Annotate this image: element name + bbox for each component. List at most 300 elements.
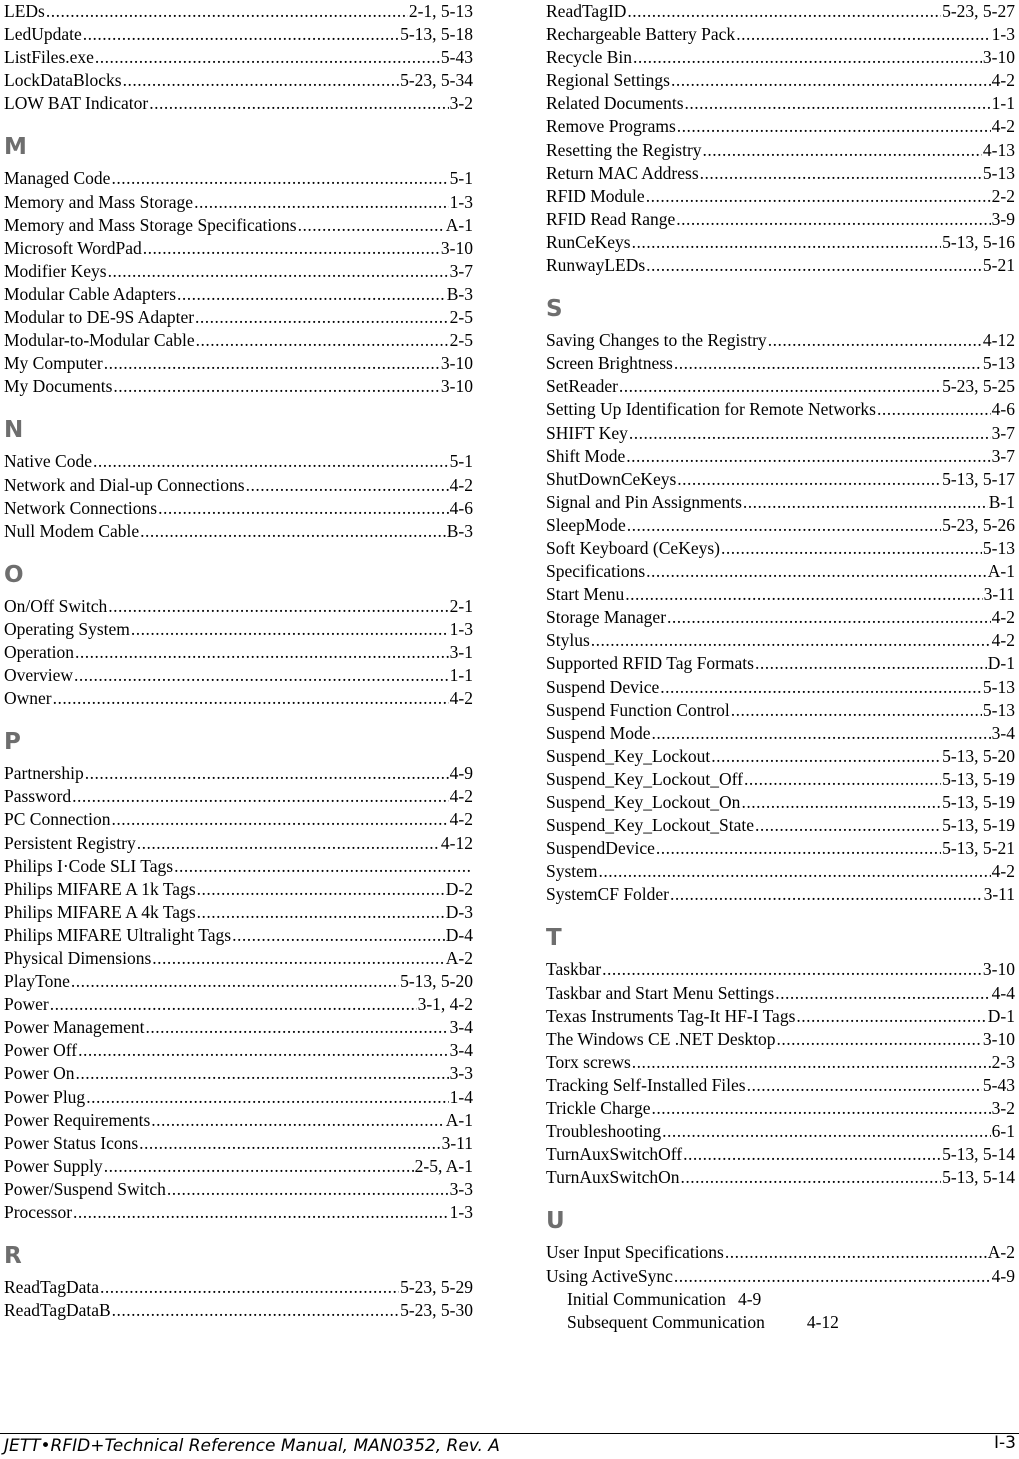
leader-dots	[53, 687, 449, 710]
index-term: Using ActiveSync	[546, 1265, 673, 1286]
index-term: Specifications	[546, 561, 646, 582]
index-page-ref: 4-12	[806, 1311, 839, 1332]
index-term: ReadTagID	[546, 1, 627, 21]
leader-dots	[111, 808, 448, 831]
index-term: Screen Brightness	[546, 353, 673, 374]
index-page-ref: 2-5	[449, 330, 473, 351]
index-page-ref: A-1	[987, 561, 1015, 582]
index-term: TurnAuxSwitchOff	[546, 1144, 683, 1165]
index-term: Power Plug	[4, 1086, 86, 1107]
leader-dots	[681, 1166, 942, 1189]
leader-dots	[677, 468, 941, 491]
index-page-ref: 4-2	[991, 116, 1015, 137]
index-entry	[4, 618, 473, 641]
index-term: SHIFT Key	[546, 422, 628, 443]
leader-dots	[46, 0, 408, 23]
index-entry	[546, 791, 1015, 814]
leader-dots	[232, 924, 445, 947]
index-page-ref: 3-3	[449, 1178, 473, 1199]
index-page-ref: 4-2	[991, 861, 1015, 882]
index-term: Modifier Keys	[4, 260, 107, 281]
index-section	[4, 416, 473, 542]
index-page-ref: A-2	[445, 948, 473, 968]
leader-dots	[755, 652, 987, 675]
index-term: Return MAC Address	[546, 162, 699, 183]
index-entry	[546, 352, 1015, 375]
index-entry	[4, 1132, 473, 1155]
index-entry	[4, 497, 473, 520]
leader-dots	[670, 883, 983, 906]
index-page-ref: 5-1	[449, 451, 473, 472]
leader-dots	[602, 958, 982, 981]
leader-dots	[196, 329, 449, 352]
index-term: ShutDownCeKeys	[546, 468, 677, 489]
index-entry	[4, 450, 473, 473]
leader-dots	[104, 1155, 414, 1178]
index-entry	[546, 745, 1015, 768]
index-page-ref: 5-13, 5-20	[400, 971, 473, 992]
index-term: Taskbar	[546, 959, 602, 980]
index-page-ref: 2-5, A-1	[414, 1155, 473, 1176]
index-entry	[546, 537, 1015, 560]
index-page-ref: 5-43	[982, 1074, 1015, 1095]
leader-dots	[71, 970, 399, 993]
index-entry	[546, 69, 1015, 92]
index-entry	[4, 46, 473, 69]
leader-dots	[731, 699, 982, 722]
index-page-ref: 2-5	[449, 307, 473, 328]
index-page-ref: 3-10	[982, 1028, 1015, 1049]
index-entry	[4, 595, 473, 618]
leader-dots	[194, 191, 449, 214]
leader-dots	[591, 629, 991, 652]
leader-dots	[140, 520, 446, 543]
index-page-ref: 3-10	[982, 47, 1015, 68]
index-entry	[546, 958, 1015, 981]
index-entry	[4, 474, 473, 497]
index-term: Physical Dimensions	[4, 948, 152, 968]
index-entry	[4, 762, 473, 785]
index-term: Philips I·Code SLI Tags	[4, 855, 174, 876]
index-page-ref: 5-13	[982, 353, 1015, 374]
index-page-ref: 5-23, 5-29	[400, 1277, 473, 1298]
index-entry	[4, 92, 473, 115]
leader-dots	[50, 993, 417, 1016]
index-page-ref: D-4	[445, 924, 473, 945]
index-page-ref: 4-2	[991, 630, 1015, 651]
leader-dots	[703, 139, 982, 162]
leader-dots	[113, 375, 440, 398]
index-entry	[4, 1178, 473, 1201]
index-page-ref: 6-1	[991, 1121, 1015, 1142]
leader-dots	[95, 46, 440, 69]
leader-dots	[158, 497, 449, 520]
index-page-ref: 5-13, 5-19	[942, 792, 1015, 812]
section-letter: U	[546, 1208, 565, 1235]
index-entry	[4, 1086, 473, 1109]
index-entry	[546, 652, 1015, 675]
index-term: User Input Specifications	[546, 1242, 724, 1263]
index-page-ref: 4-9	[991, 1265, 1015, 1286]
index-entry	[4, 214, 473, 237]
index-entry	[546, 676, 1015, 699]
index-entry	[546, 1051, 1015, 1074]
index-term: Suspend Mode	[546, 722, 651, 743]
index-term: Suspend Device	[546, 676, 660, 697]
index-page-ref: D-3	[445, 901, 473, 922]
leader-dots	[652, 722, 991, 745]
leader-dots	[86, 1086, 448, 1109]
index-page-ref: 2-1, 5-13	[408, 1, 473, 21]
leader-dots	[108, 260, 449, 283]
index-term: Rechargeable Battery Pack	[546, 24, 736, 45]
index-entry	[546, 1028, 1015, 1051]
leader-dots	[152, 947, 444, 970]
index-entry	[4, 329, 473, 352]
index-term: Power Status Icons	[4, 1132, 139, 1153]
index-page-ref: 5-23, 5-27	[942, 1, 1015, 21]
index-entry	[546, 837, 1015, 860]
leader-dots	[627, 514, 941, 537]
index-entry	[4, 947, 473, 970]
section-letter: N	[4, 417, 24, 444]
index-page-ref: 5-13	[982, 537, 1015, 558]
index-term: Signal and Pin Assignments	[546, 491, 742, 512]
index-term: Password	[4, 786, 72, 807]
index-section	[4, 1242, 473, 1322]
index-page-ref: B-3	[446, 520, 473, 541]
index-term: Setting Up Identification for Remote Networks	[546, 399, 876, 420]
index-entry	[4, 970, 473, 993]
index-page-ref: D-1	[987, 1005, 1015, 1026]
index-page-ref: 3-4	[449, 1040, 473, 1061]
section-letter: S	[546, 296, 563, 323]
index-entry	[546, 560, 1015, 583]
index-entry	[546, 1074, 1015, 1097]
index-entry	[546, 883, 1015, 906]
index-page-ref: B-1	[988, 491, 1015, 512]
leader-dots	[674, 1265, 991, 1288]
index-entry	[546, 982, 1015, 1005]
index-term: Shift Mode	[546, 445, 626, 466]
index-page-ref: 2-1	[449, 595, 473, 616]
index-entry	[546, 254, 1015, 277]
index-page-ref: 2-2	[991, 185, 1015, 206]
index-term: Operating System	[4, 618, 130, 639]
index-page-ref: 5-13, 5-18	[400, 24, 473, 45]
index-term: Suspend_Key_Lockout_On	[546, 792, 741, 812]
index-entry	[4, 191, 473, 214]
index-page-ref: 1-4	[449, 1086, 473, 1107]
leader-dots	[700, 162, 982, 185]
index-term: Resetting the Registry	[546, 139, 702, 160]
leader-dots	[108, 595, 448, 618]
index-page-ref: 5-23, 5-34	[400, 70, 473, 91]
leader-dots	[646, 254, 982, 277]
index-page-ref: 5-13, 5-14	[942, 1144, 1015, 1165]
index-page-ref: 3-11	[983, 584, 1015, 605]
index-page-ref: 5-13	[982, 699, 1015, 720]
index-entry	[546, 139, 1015, 162]
index-entry	[546, 92, 1015, 115]
index-page-ref: 3-7	[991, 445, 1015, 466]
leader-dots	[123, 69, 399, 92]
index-term: RunwayLEDs	[546, 255, 646, 276]
index-page-ref: 4-6	[991, 399, 1015, 420]
index-entry	[546, 768, 1015, 791]
leader-dots	[736, 23, 990, 46]
index-entry	[546, 329, 1015, 352]
index-page-ref: 3-9	[991, 208, 1015, 229]
leader-dots	[139, 1132, 440, 1155]
index-entry	[546, 46, 1015, 69]
index-term: PlayTone	[4, 971, 70, 992]
index-term: Operation	[4, 641, 74, 662]
index-subterm: Initial Communication	[567, 1288, 726, 1309]
leader-dots	[676, 208, 990, 231]
index-entry	[546, 375, 1015, 398]
index-page-ref: 4-6	[449, 497, 473, 518]
index-page-ref: 5-13, 5-17	[942, 468, 1015, 489]
index-left-column	[4, 0, 473, 1322]
leader-dots	[246, 474, 449, 497]
index-page-ref: 3-11	[441, 1132, 473, 1153]
index-page-ref: 3-11	[983, 884, 1015, 905]
leader-dots	[627, 0, 941, 23]
index-entry	[4, 1276, 473, 1299]
index-entry	[546, 860, 1015, 883]
index-entry	[546, 606, 1015, 629]
index-term: ListFiles.exe	[4, 47, 94, 68]
leader-dots	[652, 1097, 991, 1120]
leader-dots	[599, 860, 991, 883]
index-entry	[4, 69, 473, 92]
leader-dots	[83, 23, 399, 46]
index-term: Start Menu	[546, 584, 625, 605]
index-entry	[4, 687, 473, 710]
index-subterm: Subsequent Communication	[567, 1311, 765, 1332]
leader-dots	[112, 1299, 399, 1322]
footer-rule	[0, 1433, 1019, 1434]
index-term: Trickle Charge	[546, 1098, 651, 1119]
index-term: Torx screws	[546, 1051, 631, 1072]
index-term: Suspend_Key_Lockout_Off	[546, 768, 744, 789]
index-term: Network Connections	[4, 497, 158, 518]
index-term: Owner	[4, 688, 52, 709]
index-term: Recycle Bin	[546, 47, 633, 68]
leader-dots	[677, 115, 991, 138]
index-page-ref: 5-13	[982, 162, 1015, 183]
index-entry	[546, 23, 1015, 46]
index-term: Power	[4, 994, 49, 1015]
index-term: LockDataBlocks	[4, 70, 122, 91]
leader-dots	[74, 664, 449, 687]
index-page-ref: 4-4	[991, 982, 1015, 1003]
leader-dots	[796, 1005, 986, 1028]
index-section	[546, 295, 1015, 906]
leader-dots	[75, 641, 449, 664]
index-entry	[4, 901, 473, 924]
leader-dots	[685, 92, 991, 115]
index-term: Taskbar and Start Menu Settings	[546, 982, 775, 1003]
index-term: Philips MIFARE A 4k Tags	[4, 901, 196, 922]
index-entry	[546, 398, 1015, 421]
index-section	[4, 728, 473, 1224]
leader-dots	[768, 329, 982, 352]
index-entry	[546, 208, 1015, 231]
index-term: Modular-to-Modular Cable	[4, 330, 195, 351]
index-entry	[546, 722, 1015, 745]
index-page-ref: D-2	[445, 878, 473, 899]
index-term: Managed Code	[4, 168, 111, 189]
index-term: On/Off Switch	[4, 595, 108, 616]
index-entry	[546, 1241, 1015, 1264]
index-entry	[546, 1143, 1015, 1166]
leader-dots	[111, 167, 448, 190]
index-entry	[4, 306, 473, 329]
index-term: Overview	[4, 665, 74, 686]
leader-dots	[177, 283, 446, 306]
index-entry	[4, 1155, 473, 1178]
index-term: Network and Dial-up Connections	[4, 474, 245, 495]
index-term: Power Off	[4, 1040, 78, 1061]
footer-title: JETT•RFID+Technical Reference Manual, MAN0352, Rev. A	[4, 1436, 500, 1456]
index-page-ref: 5-13, 5-20	[942, 745, 1015, 766]
index-term: SuspendDevice	[546, 838, 655, 859]
index-page-ref: 3-10	[440, 353, 473, 374]
index-entry	[4, 23, 473, 46]
index-term: Tracking Self-Installed Files	[546, 1074, 746, 1095]
index-term: Related Documents	[546, 93, 684, 114]
index-term: Memory and Mass Storage	[4, 191, 194, 212]
leader-dots	[725, 1241, 987, 1264]
index-term: Modular to DE-9S Adapter	[4, 307, 195, 328]
index-page-ref: 4-2	[449, 474, 473, 495]
index-entry	[4, 832, 473, 855]
section-letter: M	[4, 134, 27, 161]
index-entry	[546, 491, 1015, 514]
index-page-ref: 3-1, 4-2	[417, 994, 473, 1015]
index-page-ref: 5-23, 5-30	[400, 1300, 473, 1321]
index-subentry	[546, 1288, 1015, 1311]
index-page-ref: 3-4	[449, 1017, 473, 1038]
index-right-column	[546, 0, 1015, 1334]
index-page-ref: 3-2	[449, 93, 473, 114]
index-term: SetReader	[546, 376, 618, 397]
index-entry	[4, 924, 473, 947]
index-page-ref: 4-2	[991, 607, 1015, 628]
index-page-ref: 5-13, 5-21	[942, 838, 1015, 859]
index-page-ref: 4-12	[440, 832, 473, 853]
index-term: Philips MIFARE Ultralight Tags	[4, 924, 232, 945]
index-entry	[546, 514, 1015, 537]
index-page-ref: 4-2	[449, 786, 473, 807]
leader-dots	[662, 1120, 991, 1143]
section-letter: T	[546, 925, 562, 952]
leader-dots	[298, 214, 445, 237]
leader-dots	[741, 791, 941, 814]
index-page-ref: 1-3	[991, 24, 1015, 45]
index-page-ref: 5-13, 5-19	[942, 768, 1015, 789]
index-page-ref: 1-1	[449, 665, 473, 686]
index-section	[546, 1207, 1015, 1333]
index-page-ref: 3-4	[991, 722, 1015, 743]
index-entry	[4, 520, 473, 543]
leader-dots	[674, 352, 982, 375]
index-entry	[4, 641, 473, 664]
index-term: LedUpdate	[4, 24, 82, 45]
index-page-ref: 5-23, 5-25	[942, 376, 1015, 397]
leader-dots	[149, 92, 448, 115]
index-entry	[546, 445, 1015, 468]
index-page-ref: B-3	[446, 283, 473, 304]
index-term: Stylus	[546, 630, 590, 651]
index-entry	[546, 115, 1015, 138]
section-letter: P	[4, 729, 21, 756]
section-letter: O	[4, 561, 24, 588]
index-entry	[546, 1265, 1015, 1288]
index-entry	[4, 260, 473, 283]
index-page-ref: 3-10	[440, 376, 473, 397]
leader-dots	[743, 491, 988, 514]
index-page-ref: 1-3	[449, 191, 473, 212]
leader-dots	[877, 398, 991, 421]
index-entry	[4, 993, 473, 1016]
index-term: ReadTagData	[4, 1277, 99, 1298]
index-entry	[546, 699, 1015, 722]
index-term: Troubleshooting	[546, 1121, 662, 1142]
index-term: Null Modem Cable	[4, 520, 140, 541]
index-term: LEDs	[4, 1, 45, 21]
index-term: Remove Programs	[546, 116, 676, 137]
leader-dots	[656, 837, 941, 860]
index-page-ref: 3-10	[440, 237, 473, 258]
index-page-ref: 3-3	[449, 1063, 473, 1084]
index-term: Philips MIFARE A 1k Tags	[4, 878, 196, 899]
leader-dots	[755, 814, 941, 837]
leader-dots	[683, 1143, 941, 1166]
index-page-ref: 5-13, 5-19	[942, 815, 1015, 836]
index-entry	[4, 1201, 473, 1224]
leader-dots	[167, 1178, 449, 1201]
index-entry	[546, 0, 1015, 23]
index-entry	[546, 231, 1015, 254]
index-term: Processor	[4, 1202, 73, 1223]
index-term: RunCeKeys	[546, 231, 631, 252]
index-entry	[4, 237, 473, 260]
index-entry	[4, 785, 473, 808]
index-page-ref: 2-3	[991, 1051, 1015, 1072]
index-entry	[4, 1062, 473, 1085]
leader-dots	[197, 901, 445, 924]
index-term: Soft Keyboard (CeKeys)	[546, 537, 720, 558]
leader-dots	[633, 46, 982, 69]
index-page-ref: 5-13, 5-16	[942, 231, 1015, 252]
index-page-ref: 3-2	[991, 1098, 1015, 1119]
index-entry	[4, 1016, 473, 1039]
index-entry	[546, 629, 1015, 652]
index-page-ref: 3-1	[449, 641, 473, 662]
index-page-ref: 4-13	[982, 139, 1015, 160]
leader-dots	[646, 560, 987, 583]
index-section	[4, 561, 473, 710]
leader-dots	[174, 855, 472, 878]
index-entry	[546, 1120, 1015, 1143]
index-page-ref: 5-21	[982, 255, 1015, 276]
leader-dots	[625, 583, 982, 606]
index-term: Native Code	[4, 451, 92, 472]
index-page-ref: 3-7	[991, 422, 1015, 443]
